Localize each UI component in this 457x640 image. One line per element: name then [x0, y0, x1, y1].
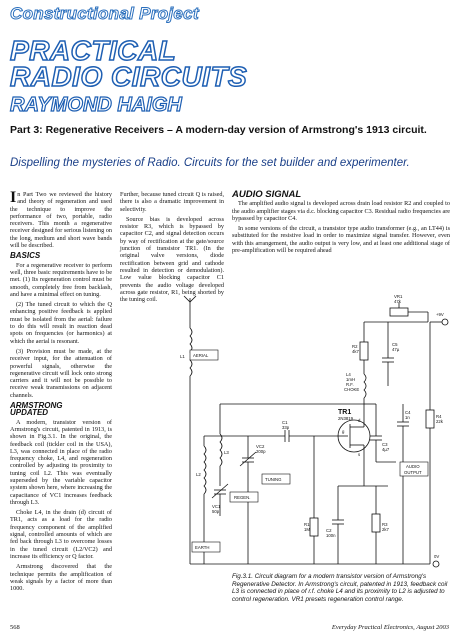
col3-paragraph-1: The amplified audio signal is developed across drain load resistor R2 and coupled to the audio amplifier stages via d.c. blocking capacitor C3. Residual radio frequencies are bypassed by capacitor C4. — [232, 200, 450, 222]
c3-label: C3 — [382, 442, 388, 447]
vc1-label: VC1 — [212, 504, 221, 509]
tagline: Dispelling the mysteries of Radio. Circuits for the set builder and experimenter. — [10, 157, 410, 169]
col2-paragraph-1: Further, because tuned circuit Q is raised, there is also a dramatic improvement in selectivity. — [120, 191, 224, 213]
heading-armstrong-1: ARMSTRONG — [10, 401, 63, 411]
audio-out-label-1: AUDIO — [406, 464, 420, 469]
l4-label-4: CHOKE — [344, 387, 360, 392]
r3-label: R3 — [382, 522, 388, 527]
tr1-part: 2N3819 — [338, 416, 354, 421]
gate-label: g — [342, 429, 345, 434]
r2-label: R2 — [352, 344, 358, 349]
l4-label-3: R.F. — [346, 382, 354, 387]
col2-paragraph-2: Source bias is developed across resistor R3, which is bypassed by capacitor C2, and signal detection occurs by way of rectification at the gate/source junction of transistor TR1. (In the original valve versions, diode rectification between grid and cathode resulted in detection or demodulation). Low value blocking capacitor C1 prevents the audio voltage developed across gate resistor, R1, being shorted by the tuning coil. — [120, 215, 224, 304]
c1-value: 33p — [282, 425, 290, 430]
col3-paragraph-2: In some versions of the circuit, a transistor type audio transformer (e.g., an LT44) is substituted for the resistive load in order to maximize signal transfer. However, even with this arrangement, the audio output is very low, and at least one additional stage of pre-amplification will be required ahead — [232, 225, 450, 255]
r4-value: 22k — [436, 419, 443, 424]
c1-label: C1 — [282, 420, 288, 425]
vc1-value: 50p — [212, 509, 220, 514]
column-3 — [232, 191, 450, 257]
l3-label: L3 — [224, 450, 229, 455]
c5-value: 47µ — [392, 347, 400, 352]
heading-audio-signal: AUDIO SIGNAL — [232, 189, 302, 200]
audio-out-label-2: OUTPUT — [404, 470, 422, 475]
magazine-footer: Everyday Practical Electronics, August 2003 — [331, 624, 449, 631]
r4-label: R4 — [436, 414, 442, 419]
r2-value: 4k7 — [352, 349, 359, 354]
c4-value: 1n — [405, 415, 410, 420]
aerial-label: AERIAL — [193, 353, 209, 358]
r1-label: R1 — [304, 522, 310, 527]
armstrong-paragraph-1: A modern, transistor version of Armstrong's circuit, patented in 1913, is shown in Fig.3.1. In the original, the feedback coil (tickler coil in the USA), L3, was connected in place of the radio frequency choke, L4, and regeneration controlled by adjusting its proximity to tuning coil L2. This was eventually superseded by the variable capacitor system shown here, where increasing the capacitance of VC1 increases feedback through L3. — [10, 418, 112, 506]
c2-label: C2 — [326, 528, 332, 533]
l2-label: L2 — [196, 472, 201, 477]
c4-label: C4 — [405, 410, 411, 415]
armstrong-paragraph-2: Choke L4, in the drain (d) circuit of TR1, acts as a load for the radio frequency component of the amplified signal, controlled amounts of which are fed back through L3 to overcome losses in the tuned circuit (L2/VC2) and increase its efficiency or Q factor. — [10, 509, 112, 560]
tr1-label: TR1 — [338, 409, 352, 416]
part-subtitle: Part 3: Regenerative Receivers – A modern-day version of Armstrong's 1913 circuit. — [10, 124, 427, 136]
section-tag: Constructional Project — [10, 4, 199, 23]
title-line-2: RADIO CIRCUITS — [10, 61, 248, 92]
title-line-1: PRACTICAL — [10, 35, 177, 66]
c3-value: 4µ7 — [382, 447, 390, 452]
intro-paragraph: n Part Two we reviewed the history and theory of regeneration and used the technique to improve the performance of two, portable, radio receivers. This month a regenerative receiver designed for serious listening on the long, medium and short wave bands will be described. — [10, 191, 112, 250]
drain-label: d — [358, 418, 361, 423]
vr1-value: 47k — [394, 299, 401, 304]
heading-basics: BASICS — [10, 251, 41, 261]
ground-label: 0V — [434, 554, 440, 559]
l1-label: L1 — [180, 354, 185, 359]
basics-paragraph-3: (3) Provision must be made, at the receiver input, for the attenuation of powerful signals, otherwise the regenerative circuit will lock onto strong carriers and it will not be possible to receive weak transmissions on adjacent channels. — [10, 347, 112, 399]
l4-label-1: L4 — [346, 372, 351, 377]
c2-value: 100n — [326, 533, 336, 538]
regen-label: REGEN. — [234, 495, 251, 500]
armstrong-paragraph-3: Armstrong discovered that the technique permits the amplification of weak signals by a factor of more than 1000. — [10, 563, 112, 593]
basics-paragraph-2: (2) The tuned circuit to which the Q enhancing positive feedback is applied must be isolated from the aerial: failure to do this will result in reaction dead spots on frequencies (or harmonics) at which the aerial is resonant. — [10, 301, 112, 345]
r1-value: 1M — [304, 527, 310, 532]
figure-caption: Fig.3.1. Circuit diagram for a modern transistor version of Armstrong's Regenerative Detector. In Armstrong's circuit, patented in 1913, feedback coil L3 is connected in place of r.f. choke L4 and its proximity to L2 is adjusted to control regeneration. VR1 presets regeneration control range. — [232, 573, 448, 603]
page-number: 568 — [10, 624, 20, 631]
earth-label: EARTH — [195, 545, 210, 550]
tuning-label: TUNING — [265, 477, 282, 482]
circuit-diagram — [158, 286, 455, 572]
supply-label: +9V — [436, 312, 444, 317]
heading-armstrong-2: UPDATED — [10, 408, 49, 418]
vc2-label: VC2 — [256, 444, 265, 449]
vc2-value: 200p — [256, 449, 266, 454]
column-1 — [10, 191, 112, 595]
drop-cap: I — [10, 189, 17, 206]
vr1-label: VR1 — [394, 294, 403, 299]
source-label: s — [358, 452, 361, 457]
c5-label: C5 — [392, 342, 398, 347]
basics-paragraph-1: For a regenerative receiver to perform well, three basic requirements have to be met. (1) Its regeneration control must be smooth, completely free from backlash, and have a minimal effect on tuning. — [10, 261, 112, 298]
l4-label-2: 1mH — [346, 377, 356, 382]
r3-value: 2k7 — [382, 527, 389, 532]
author: RAYMOND HAIGH — [10, 94, 182, 116]
